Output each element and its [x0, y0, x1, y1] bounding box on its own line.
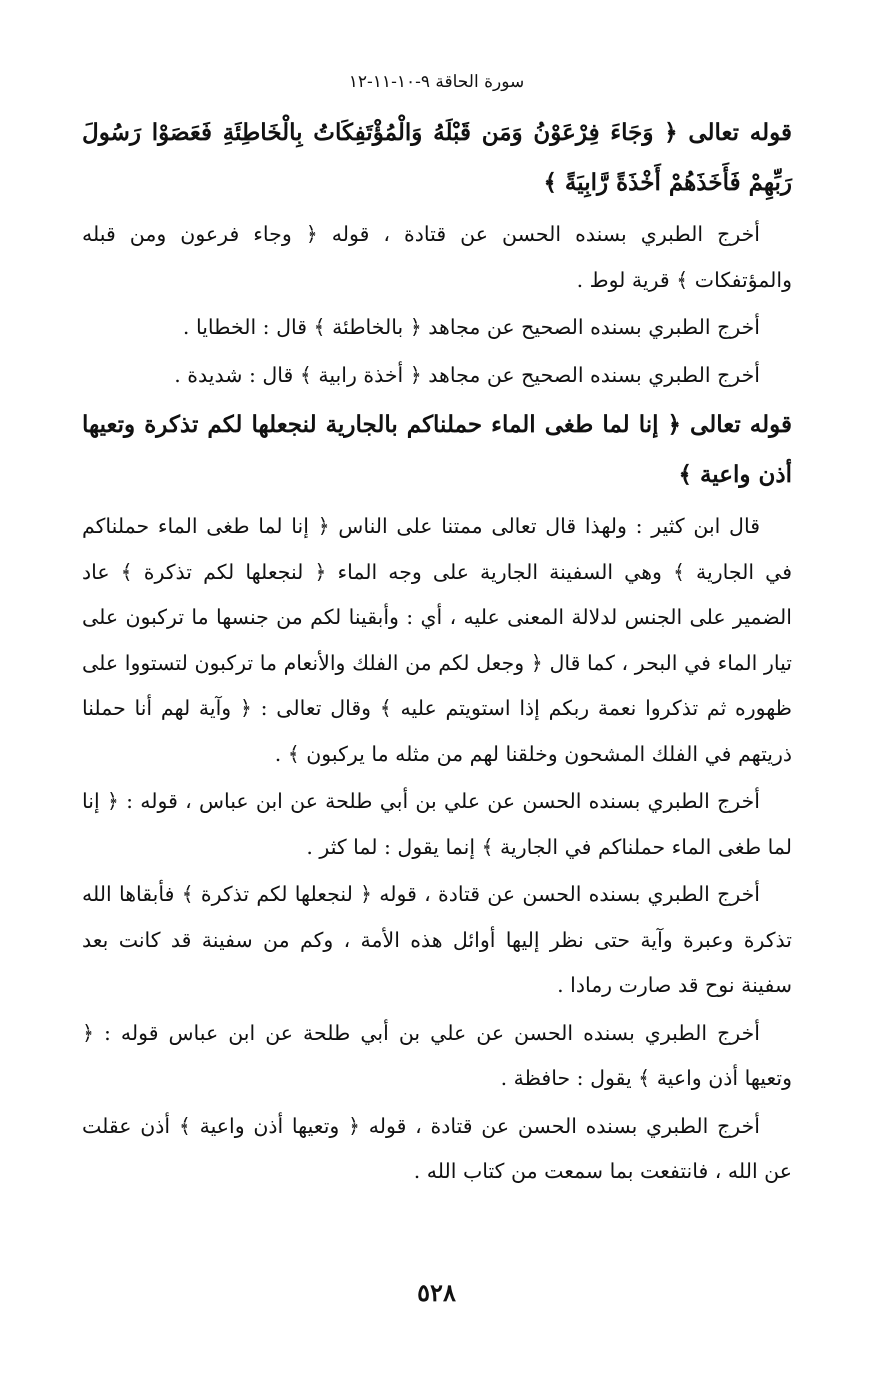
paragraph-8: أخرج الطبري بسنده الحسن عن قتادة ، قوله ﴿ وتعيها أذن واعية ﴾ أذن عقلت عن الله ، فانتفعت بما سمعت من كتاب الله . — [82, 1113, 792, 1183]
paragraph-3: أخرج الطبري بسنده الصحيح عن مجاهد ﴿ أخذة رابية ﴾ قال : شديدة . — [174, 362, 760, 387]
page-number: ٥٢٨ — [417, 1278, 456, 1307]
verse-heading-2: قوله تعالى ﴿ إنا لما طغى الماء حملناكم بالجارية لنجعلها لكم تذكرة وتعيها أذن واعية ﴾ — [82, 411, 792, 488]
paragraph-4: قال ابن كثير : ولهذا قال تعالى ممتنا على الناس ﴿ إنا لما طغى الماء حملناكم في الجارية ﴾ وهي السفينة الجارية على وجه الماء ﴿ لنجعلها لكم تذكرة ﴾ عاد الضمير على الجنس لدلالة المعنى عليه ، أي : وأبقينا لكم من جنسها ما تركبون على تيار الماء في البحر ، كما قال ﴿ وجعل لكم من الفلك والأنعام ما تركبون لتستووا على ظهوره ثم تذكروا نعمة ربكم إذا استويتم عليه ﴾ وقال تعالى : ﴿ وآية لهم أنا حملنا ذريتهم في الفلك المشحون وخلقنا لهم من مثله ما يركبون ﴾ . — [82, 514, 792, 766]
paragraph-7: أخرج الطبري بسنده الحسن عن علي بن أبي طلحة عن ابن عباس قوله : ﴿ وتعيها أذن واعية ﴾ يقول : حافظة . — [82, 1020, 792, 1090]
page-body — [82, 108, 792, 1197]
running-header: سورة الحاقة ٩-١٠-١١-١٢ — [348, 72, 525, 92]
paragraph-1: أخرج الطبري بسنده الحسن عن قتادة ، قوله ﴿ وجاء فرعون ومن قبله والمؤتفكات ﴾ قرية لوط . — [82, 222, 792, 292]
paragraph-5: أخرج الطبري بسنده الحسن عن علي بن أبي طلحة عن ابن عباس ، قوله : ﴿ إنا لما طغى الماء حملناكم في الجارية ﴾ إنما يقول : لما كثر . — [82, 789, 792, 859]
verse-heading-1: قوله تعالى ﴿ وَجَاءَ فِرْعَوْنُ وَمَن قَبْلَهُ وَالْمُؤْتَفِكَاتُ بِالْخَاطِئَةِ فَعَصَوْا رَسُولَ رَبِّهِمْ فَأَخَذَهُمْ أَخْذَةً رَّابِيَةً ﴾ — [82, 119, 792, 196]
paragraph-6: أخرج الطبري بسنده الحسن عن قتادة ، قوله ﴿ لنجعلها لكم تذكرة ﴾ فأبقاها الله تذكرة وعبرة وآية حتى نظر إليها أوائل هذه الأمة ، وكم من سفينة قد كانت بعد سفينة نوح قد صارت رمادا . — [82, 882, 792, 997]
paragraph-2: أخرج الطبري بسنده الصحيح عن مجاهد ﴿ بالخاطئة ﴾ قال : الخطايا . — [182, 315, 760, 339]
